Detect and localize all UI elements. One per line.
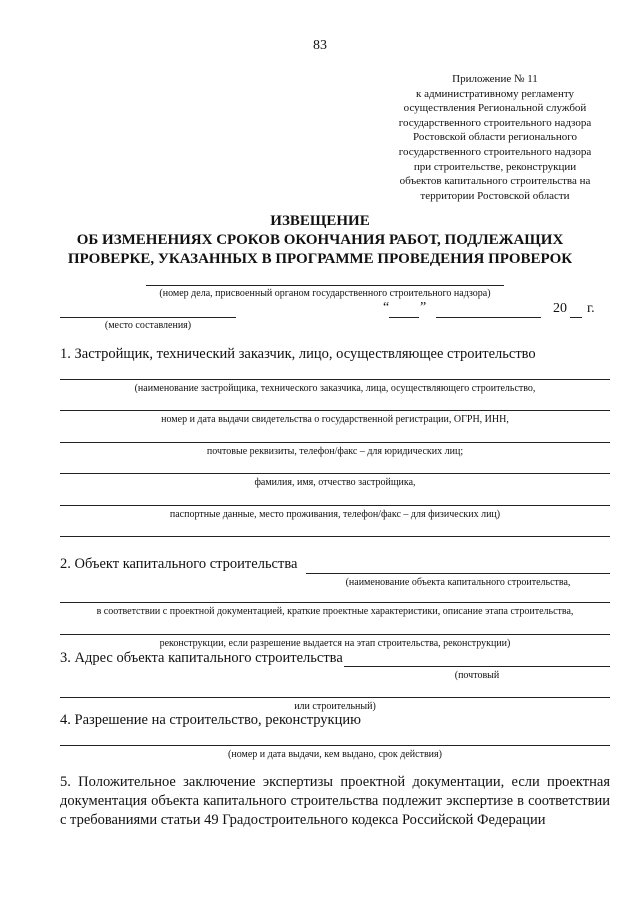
section-2-heading: 2. Объект капитального строительства bbox=[60, 556, 298, 572]
section-3-field[interactable] bbox=[60, 697, 610, 698]
section-2-caption: реконструкции, если разрешение выдается на этап строительства, реконструкции) bbox=[159, 638, 511, 649]
appendix-line: Ростовской области регионального bbox=[413, 131, 577, 144]
appendix-line: Приложение № 11 bbox=[452, 73, 538, 85]
section-1-field[interactable] bbox=[60, 505, 610, 506]
section-1-caption: (наименование застройщика, технического заказчика, лица, осуществляющего строительство, bbox=[134, 383, 536, 394]
section-1-caption: почтовые реквизиты, телефон/факс – для юридических лиц; bbox=[206, 446, 464, 457]
section-2-field[interactable] bbox=[60, 602, 610, 603]
date-year-suffix: г. bbox=[587, 301, 595, 316]
section-2-caption: в соответствии с проектной документацией, краткие проектные характеристики, описание этапа строительства, bbox=[96, 606, 574, 617]
appendix-line: объектов капитального строительства на bbox=[399, 175, 591, 188]
appendix-line: осуществления Региональной службой bbox=[403, 102, 587, 115]
section-3-heading: 3. Адрес объекта капитального строительства bbox=[60, 650, 343, 666]
date-year-field[interactable] bbox=[570, 317, 582, 318]
date-year-prefix: 20 bbox=[553, 301, 567, 316]
section-3-caption: или строительный) bbox=[294, 701, 376, 712]
case-number-caption: (номер дела, присвоенный органом государственного строительного надзора) bbox=[159, 288, 491, 299]
date-quote-open: “ bbox=[383, 300, 390, 315]
place-caption: (место составления) bbox=[104, 320, 192, 331]
appendix-line: территории Ростовской области bbox=[420, 189, 570, 202]
appendix-line: государственного строительного надзора bbox=[398, 116, 592, 129]
section-1-field[interactable] bbox=[60, 536, 610, 537]
section-5-paragraph: 5. Положительное заключение экспертизы проектной документации, если проектная документация объекта капитального строительства подлежит экспертизе в соответствии с требованиями статьи 49 Градостроительного кодекса Российской Федерации bbox=[60, 774, 610, 828]
section-1-heading: 1. Застройщик, технический заказчик, лицо, осуществляющее строительство bbox=[60, 346, 536, 362]
page-number: 83 bbox=[313, 38, 327, 53]
section-1-caption: фамилия, имя, отчество застройщика, bbox=[254, 477, 416, 488]
section-1-field[interactable] bbox=[60, 473, 610, 474]
appendix-line: государственного строительного надзора bbox=[398, 145, 592, 158]
section-2-caption: (наименование объекта капитального строительства, bbox=[345, 577, 571, 588]
section-4-field[interactable] bbox=[60, 745, 610, 746]
section-4-caption: (номер и дата выдачи, кем выдано, срок действия) bbox=[228, 749, 442, 760]
section-1-caption: паспортные данные, место проживания, телефон/факс – для физических лиц) bbox=[169, 509, 501, 520]
date-quote-close: ” bbox=[420, 300, 427, 315]
appendix-block bbox=[370, 72, 620, 203]
section-3-caption: (почтовый bbox=[454, 670, 500, 681]
case-number-field[interactable] bbox=[146, 285, 504, 286]
section-3-field[interactable] bbox=[344, 666, 610, 667]
document-title: ИЗВЕЩЕНИЕ bbox=[270, 213, 370, 229]
document-subtitle-line: ПРОВЕРКЕ, УКАЗАННЫХ В ПРОГРАММЕ ПРОВЕДЕНИЯ ПРОВЕРОК bbox=[67, 251, 573, 267]
section-2-field[interactable] bbox=[60, 634, 610, 635]
appendix-line: к административному регламенту bbox=[416, 87, 574, 100]
date-month-field[interactable] bbox=[436, 317, 541, 318]
section-4-heading: 4. Разрешение на строительство, реконструкцию bbox=[60, 712, 361, 728]
section-1-field[interactable] bbox=[60, 379, 610, 380]
date-day-field[interactable] bbox=[389, 317, 419, 318]
section-1-field[interactable] bbox=[60, 442, 610, 443]
section-1-field[interactable] bbox=[60, 410, 610, 411]
appendix-line: при строительстве, реконструкции bbox=[413, 160, 577, 173]
document-subtitle-line: ОБ ИЗМЕНЕНИЯХ СРОКОВ ОКОНЧАНИЯ РАБОТ, ПОДЛЕЖАЩИХ bbox=[76, 232, 564, 248]
place-field[interactable] bbox=[60, 317, 236, 318]
section-2-field[interactable] bbox=[306, 573, 610, 574]
section-1-caption: номер и дата выдачи свидетельства о государственной регистрации, ОГРН, ИНН, bbox=[161, 414, 509, 425]
